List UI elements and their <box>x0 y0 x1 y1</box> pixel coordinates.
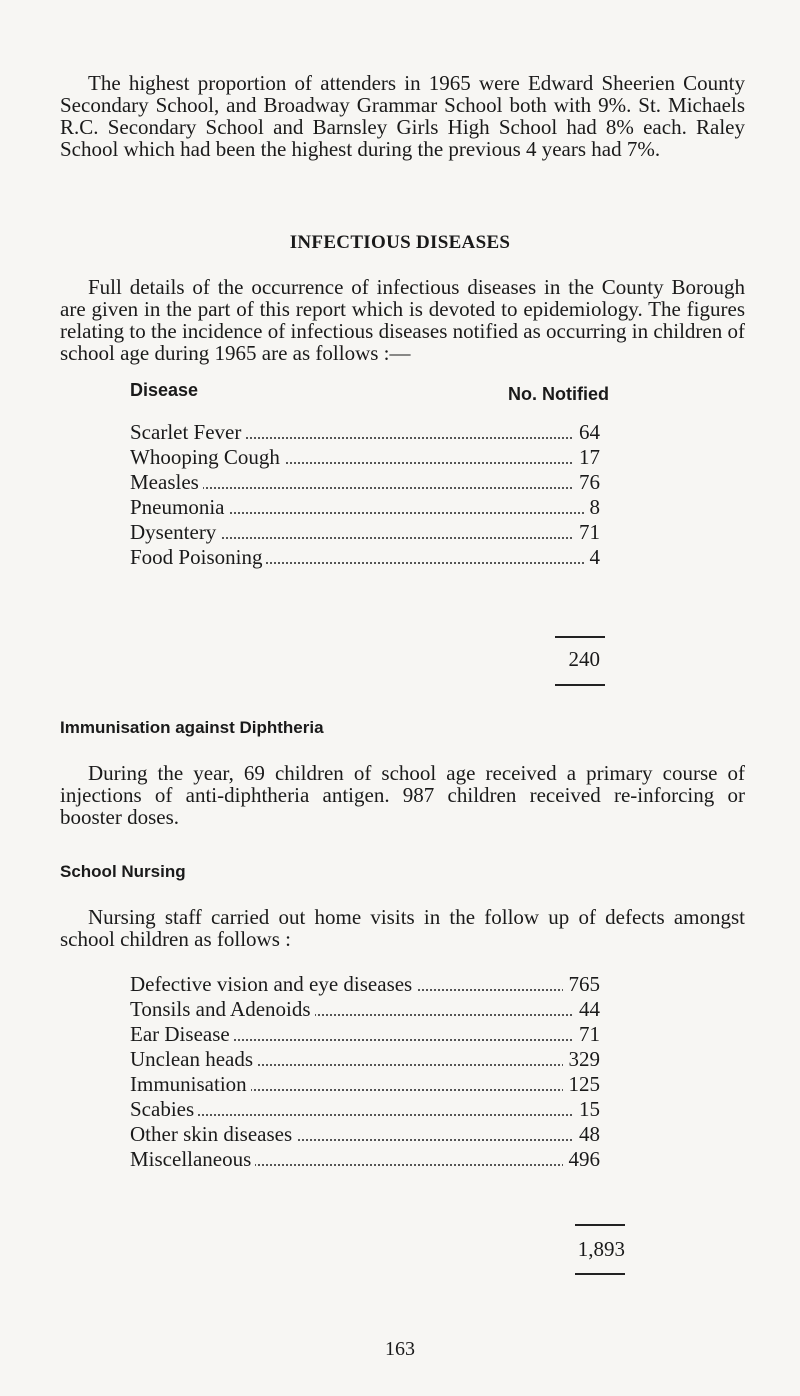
immunisation-paragraph: During the year, 69 children of school age received a primary course of injections of anti-diphtheria antigen. 987 children received re-inforcing or booster doses. <box>60 761 745 829</box>
row-value: 765 <box>563 972 601 997</box>
nursing-total-rule-bottom <box>575 1273 625 1275</box>
row-label: Scarlet Fever <box>130 420 245 445</box>
row-label: Food Poisoning <box>130 545 266 570</box>
row-label: Defective vision and eye diseases <box>130 972 416 997</box>
table-row <box>130 420 600 445</box>
disease-column-header: Disease <box>130 380 199 400</box>
row-value: 15 <box>573 1097 600 1122</box>
row-value: 64 <box>573 420 600 445</box>
row-label: Other skin diseases <box>130 1122 296 1147</box>
row-value: 496 <box>563 1147 601 1172</box>
total-rule-bottom <box>555 684 605 686</box>
row-label: Tonsils and Adenoids <box>130 997 315 1022</box>
row-value: 17 <box>573 445 600 470</box>
table-row <box>130 520 600 545</box>
row-value: 329 <box>563 1047 601 1072</box>
table-row <box>130 1022 600 1047</box>
row-label: Scabies <box>130 1097 198 1122</box>
immunisation-heading: Immunisation against Diphtheria <box>60 718 324 737</box>
row-label: Pneumonia <box>130 495 229 520</box>
row-value: 8 <box>584 495 601 520</box>
row-label: Whooping Cough <box>130 445 284 470</box>
table-row <box>130 470 600 495</box>
row-value: 71 <box>573 520 600 545</box>
table-row <box>130 495 600 520</box>
infectious-total: 240 <box>568 647 600 671</box>
row-label: Unclean heads <box>130 1047 257 1072</box>
row-value: 125 <box>563 1072 601 1097</box>
intro-paragraph: The highest proportion of attenders in 1965 were Edward Sheerien County Secondary School, and Broadway Grammar School both with 9%. St. Michaels R.C. Secondary School and Barnsley Girls High School had 8% each. Raley School which had been the highest during the previous 4 years had 7%. <box>60 71 745 161</box>
table-row <box>130 1072 600 1097</box>
table-row <box>130 1122 600 1147</box>
row-label: Measles <box>130 470 203 495</box>
nursing-total-rule-top <box>575 1224 625 1226</box>
row-value: 4 <box>584 545 601 570</box>
total-rule-top <box>555 636 605 638</box>
table-row <box>130 1147 600 1172</box>
table-row <box>130 997 600 1022</box>
infectious-diseases-heading: INFECTIOUS DISEASES <box>289 232 511 253</box>
row-value: 44 <box>573 997 600 1022</box>
infectious-diseases-table <box>130 420 600 570</box>
nursing-paragraph: Nursing staff carried out home visits in the follow up of defects amongst school children as follows : <box>60 905 745 951</box>
row-value: 76 <box>573 470 600 495</box>
row-label: Immunisation <box>130 1072 251 1097</box>
row-label: Ear Disease <box>130 1022 234 1047</box>
row-label: Dysentery <box>130 520 220 545</box>
table-row <box>130 545 600 570</box>
table-row <box>130 1047 600 1072</box>
school-nursing-heading: School Nursing <box>60 862 186 881</box>
nursing-total: 1,893 <box>577 1237 625 1261</box>
table-row <box>130 445 600 470</box>
table-row <box>130 1097 600 1122</box>
page-number: 163 <box>385 1338 415 1360</box>
row-label: Miscellaneous <box>130 1147 255 1172</box>
row-value: 48 <box>573 1122 600 1147</box>
row-value: 71 <box>573 1022 600 1047</box>
infectious-paragraph: Full details of the occurrence of infectious diseases in the County Borough are given in the part of this report which is devoted to epidemiology. The figures relating to the incidence of infectious diseases notified as occurring in children of school age during 1965 are as follows :— <box>60 275 745 365</box>
notified-column-header: No. Notified <box>508 384 609 404</box>
table-row <box>130 972 600 997</box>
nursing-table <box>130 972 600 1172</box>
